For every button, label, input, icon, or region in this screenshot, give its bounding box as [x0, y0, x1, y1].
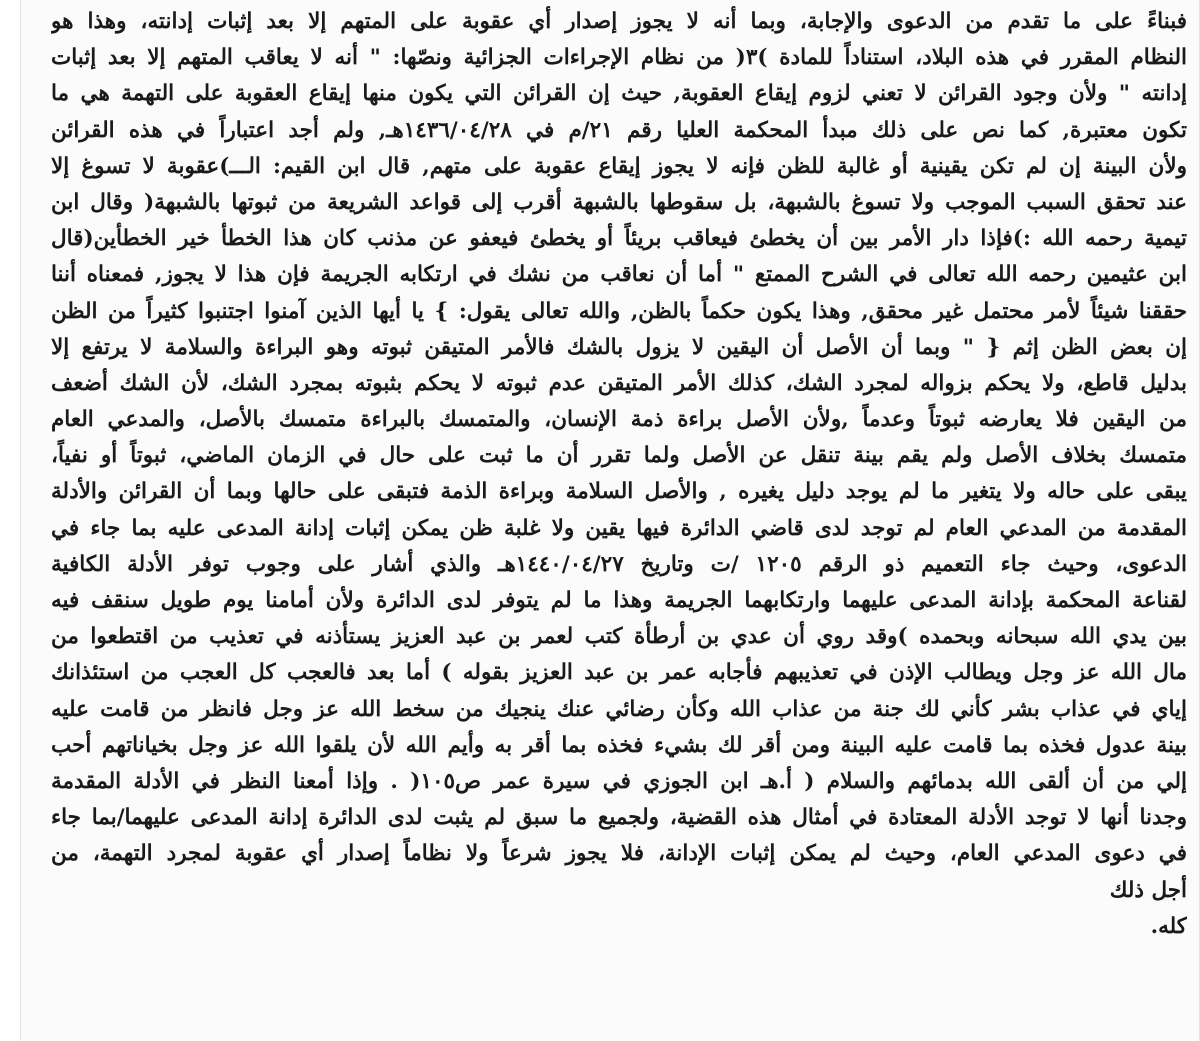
- text-line: تكون معتبرة, كما نص على ذلك مبدأ المحكمة العليا رقم ٢١/م في ١٤٣٦/٠٤/٢٨هـ, ولم أجد اعتباراً في هذه القرائن: [51, 117, 1187, 143]
- text-line: المقدمة من المدعي العام لم توجد لدى قاضي الدائرة فيها يقين ولا غلبة ظن يمكن إثبات إدانة المدعى عليه بما جاء في: [51, 515, 1187, 541]
- text-line: إياي في عذاب بشر كأني لك جنة من عذاب الله وكأن رضائي عنك ينجيك من سخط الله عز وجل فانظر من قامت عليه: [51, 696, 1187, 722]
- text-line: وجدنا أنها لا توجد الأدلة المعتادة في أمثال هذه القضية، ولجميع ما سبق لم يثبت لدى الدائرة إدانة المدعى عليهما/بما جاء: [51, 805, 1187, 831]
- text-line: عند تحقق السبب الموجب ولا تسوغ بالشبهة، بل سقوطها بالشبهة أقرب إلى قواعد الشريعة من ثبوتها بالشبهة( وقال ابن: [51, 189, 1187, 215]
- text-line: إلي من أن ألقى الله بدمائهم والسلام ( أ.هـ ابن الجوزي في سيرة عمر ص١٠٥( . وإذا أمعنا النظر في الأدلة المقدمة: [51, 768, 1187, 794]
- text-line: النظام المقرر في هذه البلاد، استناداً للمادة )٣( من نظام الإجراءات الجزائية ونصّها: " أنه لا يعاقب المتهم إلا بعد إثبات: [51, 45, 1187, 71]
- text-line: حققنا شيئاً لأمر محتمل غير محقق, وهذا يكون حكماً بالظن, والله تعالى يقول: } يا أيها الذين آمنوا اجتنبوا كثيراً من الظن: [51, 298, 1187, 324]
- text-line: بدليل قاطع، ولا يحكم بزواله لمجرد الشك، كذلك الأمر المتيقن عدم ثبوته لا يحكم بثبوته بمجرد الشك، لأن الشك أضعف: [51, 370, 1187, 396]
- text-line: مال الله عز وجل ويطالب الإذن في تعذيبهم فأجابه عمر بن عبد العزيز بقوله ) أما بعد فالعجب كل العجب من استئذانك: [51, 660, 1187, 686]
- text-line: تيمية رحمه الله :)فإذا دار الأمر بين أن يخطئ فيعاقب بريئاً أو يخطئ فيعفو عن مذنب كان هذا الخطأ خير الخطأين(قال: [51, 226, 1187, 252]
- text-line: الدعوى، وحيث جاء التعميم ذو الرقم ١٢٠٥ /ت وتاريخ ١٤٤٠/٠٤/٢٧هـ والذي أشار على وجوب توفر الأدلة الكافية: [51, 551, 1187, 577]
- text-line: فبناءً على ما تقدم من الدعوى والإجابة، وبما أنه لا يجوز إصدار أي عقوبة على المتهم إلا بعد إثبات إدانته، وهذا هو: [51, 9, 1187, 34]
- text-line: إن بعض الظن إثم { " وبما أن الأصل أن اليقين لا يزول بالشك فالأمر المتيقن ثبوته وهو البراءة والسلامة لا يرتفع إلا: [51, 334, 1187, 360]
- text-line: كله.: [1150, 913, 1187, 939]
- text-line: في دعوى المدعي العام، وحيث لم يمكن إثبات الإدانة، فلا يجوز شرعاً ولا نظاماً إصدار أي عقوبة لمجرد التهمة، من: [51, 841, 1187, 867]
- text-line: بين يدي الله سبحانه وبحمده )وقد روي أن عدي بن أرطأة كتب لعمر بن عبد العزيز يستأذنه في تعذيب من اقتطعوا من: [51, 624, 1187, 650]
- text-line: أجل ذلك: [1109, 877, 1187, 903]
- document-page: [20, 0, 1200, 1041]
- text-line: ابن عثيمين رحمه الله تعالى في الشرح الممتع " أما أن نعاقب من نشك في ارتكابه الجريمة فإن هذا لا يجوز, فمعناه أننا: [51, 262, 1187, 288]
- text-line: لقناعة المحكمة بإدانة المدعى عليهما وارتكابهما الجريمة وهذا ما لم يتوفر لدى الدائرة ولأن أمامنا يوم طويل سنقف فيه: [51, 588, 1187, 613]
- text-line: متمسك بخلاف الأصل ولم يقم بينة تنقل عن الأصل ولما تقرر أن ما ثبت على حال في الزمان الماضي، ثبوتاً أو نفياً،: [51, 443, 1187, 469]
- judgment-text: [51, 4, 1187, 945]
- text-line: بينة عدول فخذه بما قامت عليه البينة ومن أقر لك بشيء فخذه بما أقر به وأيم الله لأن يلقوا الله عز وجل بخياناتهم أحب: [51, 732, 1187, 758]
- text-line: إدانته " ولأن وجود القرائن لا تعني لزوم إيقاع العقوبة, حيث إن القرائن التي يكون منها إيقاع العقوبة على التهمة هي ما: [51, 81, 1187, 107]
- text-line: من اليقين فلا يعارضه ثبوتاً وعدماً ,ولأن الأصل براءة ذمة الإنسان، والمتمسك بالبراءة متمسك بالأصل، والمدعي العام: [51, 407, 1187, 433]
- text-line: ولأن البينة إن لم تكن يقينية أو غالبة للظن فإنه لا يجوز إيقاع عقوبة على متهم, قال ابن القيم: الـــ)عقوبة لا تسوغ إلا: [51, 153, 1187, 179]
- text-line: يبقى على حاله ولا يتغير ما لم يوجد دليل يغيره , والأصل السلامة وبراءة الذمة فتبقى على حالها وبما أن القرائن والأدلة: [51, 479, 1187, 505]
